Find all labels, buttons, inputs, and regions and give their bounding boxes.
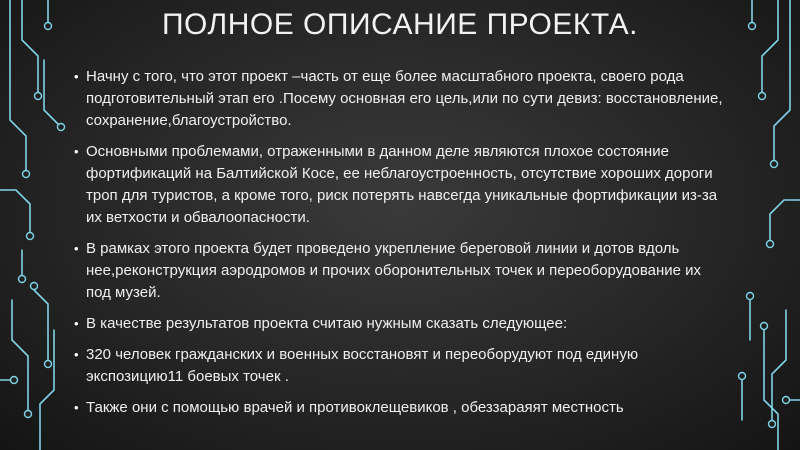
bullet-item: • Также они с помощью врачей и противоклещевиков , обеззараяят местность — [74, 397, 724, 419]
bullet-item: • В качестве результатов проекта считаю нужным сказать следующее: — [74, 313, 724, 335]
slide-title: ПОЛНОЕ ОПИСАНИЕ ПРОЕКТА. — [161, 8, 639, 41]
circuit-decoration-left — [0, 0, 80, 450]
bullet-item: • Начну с того, что этот проект –часть от еще более масштабного проекта, своего рода подготовительный этап его .Посему основная его цель,или по сути девиз: восстановление, сохранение,благоустройство. — [74, 66, 724, 132]
bullet-item: • 320 человек гражданских и военных восстановят и переоборудуют под единую экспозицию11 боевых точек . — [74, 344, 724, 388]
bullet-list — [74, 66, 724, 428]
circuit-decoration-right — [720, 0, 800, 450]
bullet-item: • В рамках этого проекта будет проведено укрепление береговой линии и дотов вдоль нее,реконструкция аэродромов и прочих оборонительных точек и переоборудование их под музей. — [74, 238, 724, 304]
bullet-item: • Основными проблемами, отраженными в данном деле являются плохое состояние фортификаций на Балтийской Косе, ее неблагоустроенность, отсутствие хороших дороги троп для туристов, а кроме того, риск потерять навсегда уникальные фортификации из-за их ветхости и обвалоопасности. — [74, 141, 724, 229]
